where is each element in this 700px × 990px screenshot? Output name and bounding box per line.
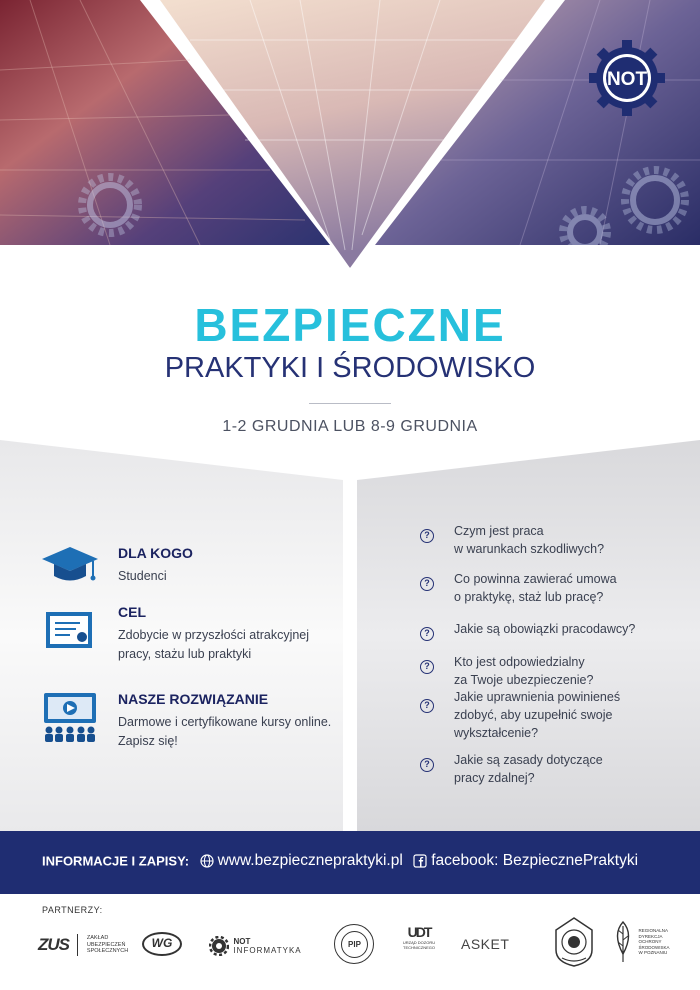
online-course-icon	[40, 691, 100, 743]
partner-rdos-logo: REGIONALNA DYREKCJA OCHRONY ŚRODOWISKA W POZNANIU	[612, 920, 669, 964]
question-icon: ?	[420, 699, 434, 713]
page-subtitle: PRAKTYKI I ŚRODOWISKO	[164, 352, 536, 384]
question-text: Jakie są zasady dotyczące pracy zdalnej?	[454, 753, 603, 785]
partner-asket-logo: ASKET	[461, 936, 510, 952]
facebook-icon	[413, 854, 427, 868]
leaf-icon	[612, 920, 634, 964]
question-text: Jakie uprawnienia powinieneś zdobyć, aby uzupełnić swoje wykształcenie?	[454, 690, 621, 740]
info-text: Zdobycie w przyszłości atrakcyjnej pracy, stażu lub praktyki	[118, 628, 310, 661]
zus-mark: ZUS	[38, 935, 69, 954]
question-icon: ?	[420, 627, 434, 641]
gear-icon	[209, 936, 229, 956]
facebook-link[interactable]: facebook: BezpiecznePraktyki	[431, 852, 639, 869]
question-icon: ?	[420, 577, 434, 591]
question-text: Czym jest praca w warunkach szkodliwych?	[454, 524, 605, 556]
question-icon: ?	[420, 758, 434, 772]
partner-pip-logo: PIP	[334, 924, 374, 964]
website-link[interactable]: www.bezpiecznepraktyki.pl	[217, 852, 403, 869]
question-text: Co powinna zawierać umowa o praktykę, staż lub pracę?	[454, 572, 617, 604]
graduation-cap-icon	[40, 545, 100, 597]
question-icon: ?	[420, 660, 434, 674]
page-title: BEZPIECZNE	[194, 299, 506, 351]
info-title: NASZE ROZWIĄZANIE	[118, 691, 269, 707]
logo-text: NOT	[606, 69, 648, 90]
divider	[309, 403, 391, 404]
footer-content	[42, 852, 638, 870]
globe-icon	[200, 854, 214, 868]
emblem-icon	[552, 916, 596, 968]
gear-logo-icon	[587, 38, 667, 118]
certificate-icon	[40, 604, 100, 656]
footer-bar	[0, 831, 700, 894]
info-title: DLA KOGO	[118, 545, 193, 561]
partner-not-informatyka-logo: NOT INFORMATYKA	[209, 936, 302, 956]
event-dates: 1-2 GRUDNIA LUB 8-9 GRUDNIA	[222, 418, 478, 435]
question-text: Jakie są obowiązki pracodawcy?	[454, 622, 636, 636]
partner-zus-logo: ZUS ZAKŁAD UBEZPIECZEŃ SPOŁECZNYCH	[38, 935, 129, 955]
partner-emblem-logo	[552, 916, 596, 973]
question-text: Kto jest odpowiedzialny za Twoje ubezpieczenie?	[454, 655, 594, 687]
partner-udt-logo: UDT URZĄD DOZORU TECHNICZNEGO	[402, 924, 436, 950]
info-text: Darmowe i certyfikowane kursy online. Zapisz się!	[118, 715, 332, 748]
partner-wg-logo: WG	[142, 932, 182, 956]
info-title: CEL	[118, 604, 146, 620]
not-logo	[587, 38, 667, 118]
partners-label: PARTNERZY:	[42, 905, 103, 915]
info-text: Studenci	[118, 569, 167, 583]
question-icon: ?	[420, 529, 434, 543]
footer-label: INFORMACJE I ZAPISY:	[42, 853, 190, 869]
